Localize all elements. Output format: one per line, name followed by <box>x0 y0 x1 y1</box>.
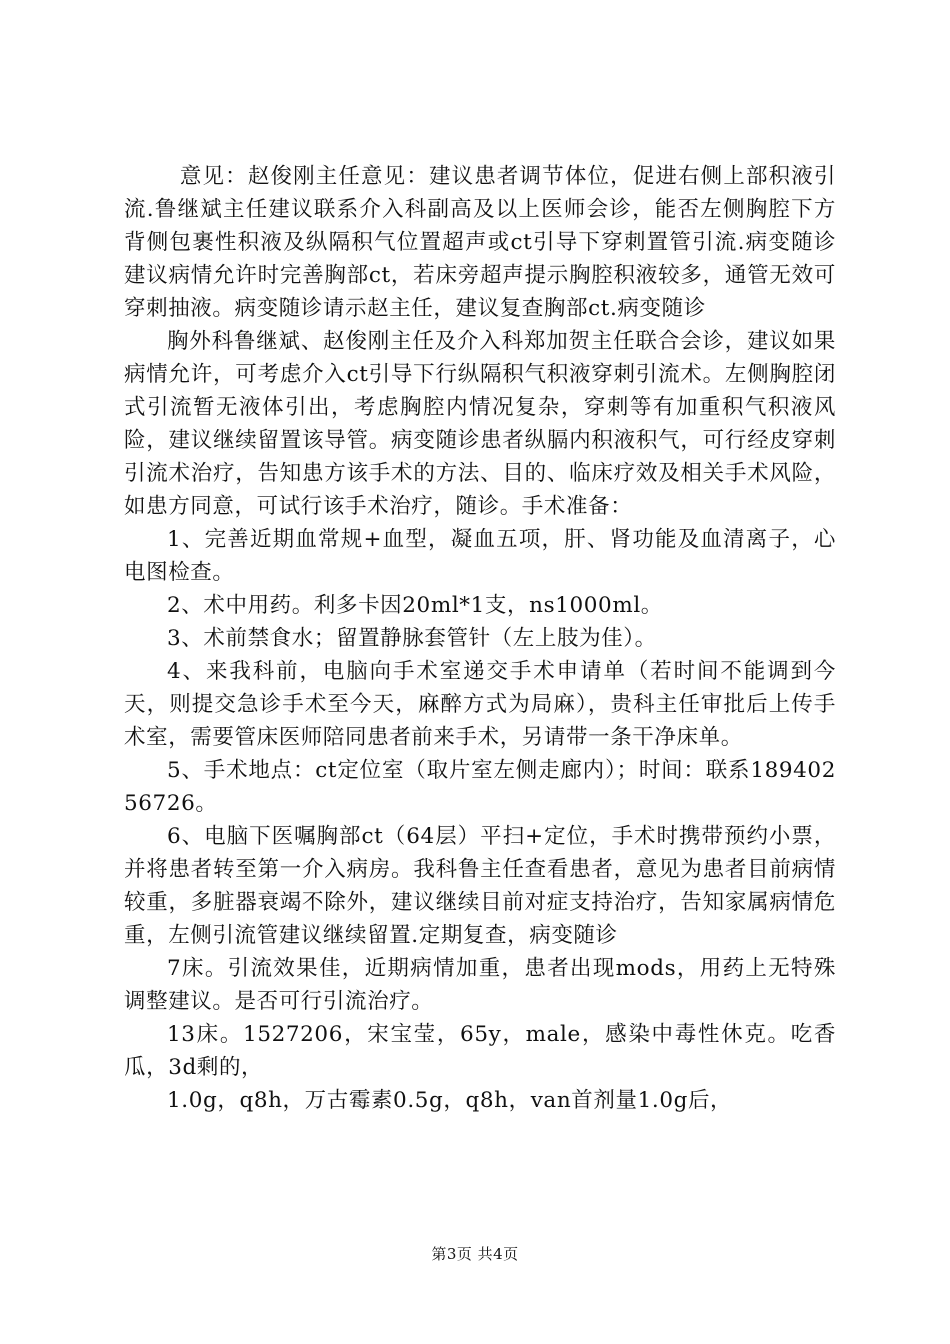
paragraph-prep-item-2: 2、术中用药。利多卡因20ml*1支，ns1000ml。 <box>167 593 663 618</box>
paragraph-bed-13: 13床。1527206，宋宝莹，65y，male，感染中毒性休克。吃香瓜，3d剩的， <box>124 1022 836 1080</box>
paragraph-joint-consultation: 胸外科鲁继斌、赵俊刚主任及介入科郑加贺主任联合会诊，建议如果病情允许，可考虑介入ct引导下行纵隔积气积液穿刺引流术。左侧胸腔闭式引流暂无液体引出，考虑胸腔内情况复杂，穿刺等有加重积气积液风险，建议继续留置该导管。病变随诊患者纵膈内积液积气，可行经皮穿刺引流术治疗，告知患方该手术的方法、目的、临床疗效及相关手术风险，如患方同意，可试行该手术治疗，随诊。手术准备： <box>124 329 836 519</box>
paragraph-prep-item-3: 3、术前禁食水；留置静脉套管针（左上肢为佳）。 <box>167 626 657 651</box>
paragraph-dosage: 1.0g，q8h，万古霉素0.5g，q8h，van首剂量1.0g后， <box>167 1088 733 1113</box>
paragraph-prep-item-6: 6、电脑下医嘱胸部ct（64层）平扫+定位，手术时携带预约小票，并将患者转至第一介入病房。我科鲁主任查看患者，意见为患者目前病情较重，多脏器衰竭不除外，建议继续目前对症支持治疗，告知家属病情危重，左侧引流管建议继续留置.定期复查，病变随诊 <box>124 824 836 948</box>
paragraph-prep-item-5: 5、手术地点：ct定位室（取片室左侧走廊内）；时间：联系18940256726。 <box>124 758 836 816</box>
paragraph-consultation-opinion: 意见：赵俊刚主任意见：建议患者调节体位，促进右侧上部积液引流.鲁继斌主任建议联系介入科副高及以上医师会诊，能否左侧胸腔下方背侧包裹性积液及纵隔积气位置超声或ct引导下穿刺置管引流.病变随诊建议病情允许时完善胸部ct，若床旁超声提示胸腔积液较多，通管无效可穿刺抽液。病变随诊请示赵主任，建议复查胸部ct.病变随诊 <box>124 164 836 321</box>
document-body <box>124 160 836 1117</box>
paragraph-bed-7: 7床。引流效果佳，近期病情加重，患者出现mods，用药上无特殊调整建议。是否可行引流治疗。 <box>124 956 836 1014</box>
paragraph-prep-item-4: 4、来我科前，电脑向手术室递交手术申请单（若时间不能调到今天，则提交急诊手术至今天，麻醉方式为局麻），贵科主任审批后上传手术室，需要管床医师陪同患者前来手术，另请带一条干净床单。 <box>124 659 836 750</box>
page-footer: 第3页 共4页 <box>431 1245 519 1263</box>
paragraph-prep-item-1: 1、完善近期血常规+血型，凝血五项，肝、肾功能及血清离子，心电图检查。 <box>124 527 836 585</box>
